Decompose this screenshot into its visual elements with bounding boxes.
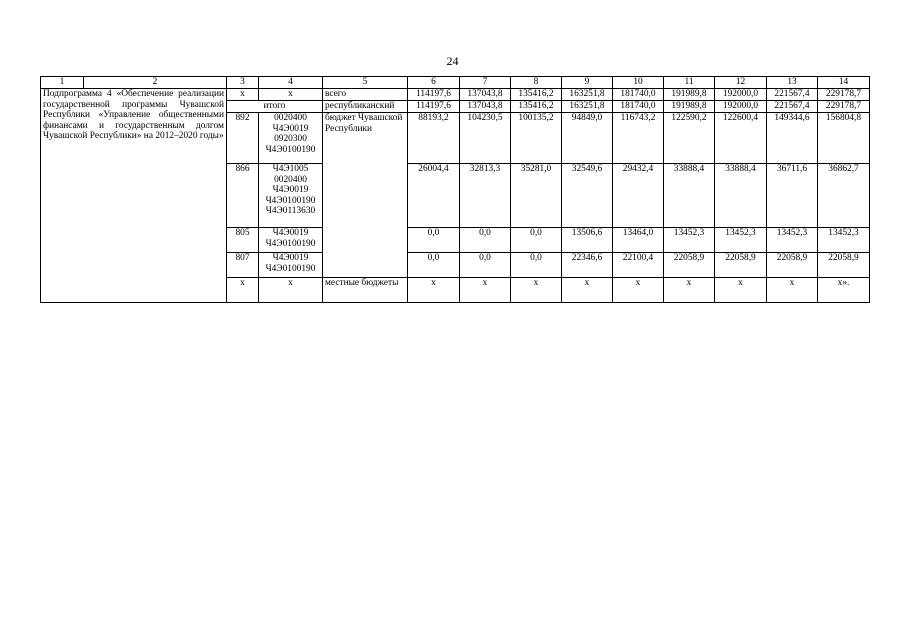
code-item: Ч4Э0019 <box>272 228 309 238</box>
value-cell: 13452,3 <box>767 228 818 253</box>
value-cell: 13464,0 <box>613 228 664 253</box>
header-cell: 14 <box>818 77 870 89</box>
code-item: 0020400 <box>274 113 307 123</box>
code-item: Ч4Э0019 <box>272 253 309 263</box>
value-cell: 221567,4 <box>767 101 818 113</box>
value-cell: 22058,9 <box>715 253 767 278</box>
value-cell: 0,0 <box>408 253 460 278</box>
value-cell: 163251,8 <box>562 89 613 101</box>
value-cell: 22058,9 <box>818 253 870 278</box>
value-cell: 94849,0 <box>562 113 613 164</box>
value-cell: 36711,6 <box>767 164 818 228</box>
value-cell: х <box>613 278 664 303</box>
value-cell: 13452,3 <box>715 228 767 253</box>
value-cell: 116743,2 <box>613 113 664 164</box>
value-cell: 135416,2 <box>511 89 562 101</box>
value-cell: х <box>664 278 715 303</box>
value-cell: х <box>562 278 613 303</box>
value-cell: 0,0 <box>511 253 562 278</box>
value-cell: 114197,6 <box>408 89 460 101</box>
value-cell: 192000,0 <box>715 101 767 113</box>
value-cell: 35281,0 <box>511 164 562 228</box>
table-row-total <box>41 89 870 101</box>
value-cell: 135416,2 <box>511 101 562 113</box>
value-cell: 149344,6 <box>767 113 818 164</box>
code-list <box>259 164 323 228</box>
value-cell: 22058,9 <box>767 253 818 278</box>
code-item: Ч4Э0113630 <box>265 206 316 217</box>
header-cell: 13 <box>767 77 818 89</box>
value-cell: 0,0 <box>460 228 511 253</box>
value-cell: 22058,9 <box>664 253 715 278</box>
value-cell: 22100,4 <box>613 253 664 278</box>
value-cell: 33888,4 <box>715 164 767 228</box>
table-header-row <box>41 77 870 89</box>
value-cell: 137043,8 <box>460 101 511 113</box>
value-cell: х <box>408 278 460 303</box>
header-cell: 12 <box>715 77 767 89</box>
code-item: 0020400 <box>274 174 307 185</box>
value-cell: 32549,6 <box>562 164 613 228</box>
source-label: республиканский <box>323 101 408 113</box>
value-cell: 13452,3 <box>664 228 715 253</box>
header-cell: 9 <box>562 77 613 89</box>
value-cell: 0,0 <box>460 253 511 278</box>
header-cell: 1 <box>41 77 84 89</box>
code-item: Ч4Э1005 <box>272 164 309 174</box>
subprogram-name: Подпрограмма 4 «Обеспечение реализации государственной программы Чувашской Республики «Управление общественными финансами и государственным долгом Чувашской Республики» на 2012–2020 годы» <box>41 89 227 303</box>
value-cell: х <box>511 278 562 303</box>
value-cell: 191989,8 <box>664 89 715 101</box>
value-cell: х <box>767 278 818 303</box>
header-cell: 11 <box>664 77 715 89</box>
header-cell: 2 <box>84 77 227 89</box>
value-cell: 0,0 <box>408 228 460 253</box>
grbs-cell: х <box>227 278 259 303</box>
value-cell: 36862,7 <box>818 164 870 228</box>
value-cell: х <box>460 278 511 303</box>
grbs-cell: 892 <box>227 113 259 164</box>
code-item: Ч4Э0100190 <box>265 195 316 206</box>
value-cell: 137043,8 <box>460 89 511 101</box>
header-cell: 4 <box>259 77 323 89</box>
source-label: бюджет Чувашской Республики <box>323 113 408 278</box>
value-cell: 100135,2 <box>511 113 562 164</box>
value-cell: 13452,3 <box>818 228 870 253</box>
header-cell: 7 <box>460 77 511 89</box>
header-cell: 10 <box>613 77 664 89</box>
value-cell: 156804,8 <box>818 113 870 164</box>
value-cell: 13506,6 <box>562 228 613 253</box>
code-cell: х <box>259 278 323 303</box>
value-cell: 163251,8 <box>562 101 613 113</box>
budget-table <box>40 76 870 303</box>
value-cell: 114197,6 <box>408 101 460 113</box>
value-cell: х». <box>818 278 870 303</box>
value-cell: 0,0 <box>511 228 562 253</box>
header-cell: 5 <box>323 77 408 89</box>
grbs-cell: 866 <box>227 164 259 228</box>
grbs-cell: 805 <box>227 228 259 253</box>
value-cell: 191989,8 <box>664 101 715 113</box>
value-cell: 181740,0 <box>613 101 664 113</box>
code-list <box>259 228 323 253</box>
value-cell: 122600,4 <box>715 113 767 164</box>
source-label: всего <box>323 89 408 101</box>
grbs-cell: 807 <box>227 253 259 278</box>
code-list <box>259 253 323 278</box>
code-cell: х <box>259 89 323 101</box>
code-item: 0920300 <box>274 134 307 145</box>
value-cell: 33888,4 <box>664 164 715 228</box>
header-cell: 3 <box>227 77 259 89</box>
value-cell: 29432,4 <box>613 164 664 228</box>
value-cell: 88193,2 <box>408 113 460 164</box>
code-item: Ч4Э0100190 <box>265 238 316 249</box>
value-cell: 229178,7 <box>818 89 870 101</box>
value-cell: х <box>715 278 767 303</box>
value-cell: 229178,7 <box>818 101 870 113</box>
value-cell: 221567,4 <box>767 89 818 101</box>
page-number: 24 <box>446 54 459 68</box>
code-item: Ч4Э0019 <box>272 123 309 134</box>
source-label: местные бюджеты <box>323 278 408 303</box>
value-cell: 104230,5 <box>460 113 511 164</box>
value-cell: 22346,6 <box>562 253 613 278</box>
value-cell: 26004,4 <box>408 164 460 228</box>
value-cell: 192000,0 <box>715 89 767 101</box>
value-cell: 122590,2 <box>664 113 715 164</box>
code-item: Ч4Э0019 <box>272 185 309 196</box>
header-cell: 6 <box>408 77 460 89</box>
value-cell: 32813,3 <box>460 164 511 228</box>
code-list <box>259 113 323 164</box>
value-cell: 181740,0 <box>613 89 664 101</box>
code-item: Ч4Э0100190 <box>265 263 316 274</box>
header-cell: 8 <box>511 77 562 89</box>
grbs-cell: х <box>227 89 259 101</box>
code-item: Ч4Э0100190 <box>265 144 316 155</box>
code-cell: итого <box>227 101 323 113</box>
